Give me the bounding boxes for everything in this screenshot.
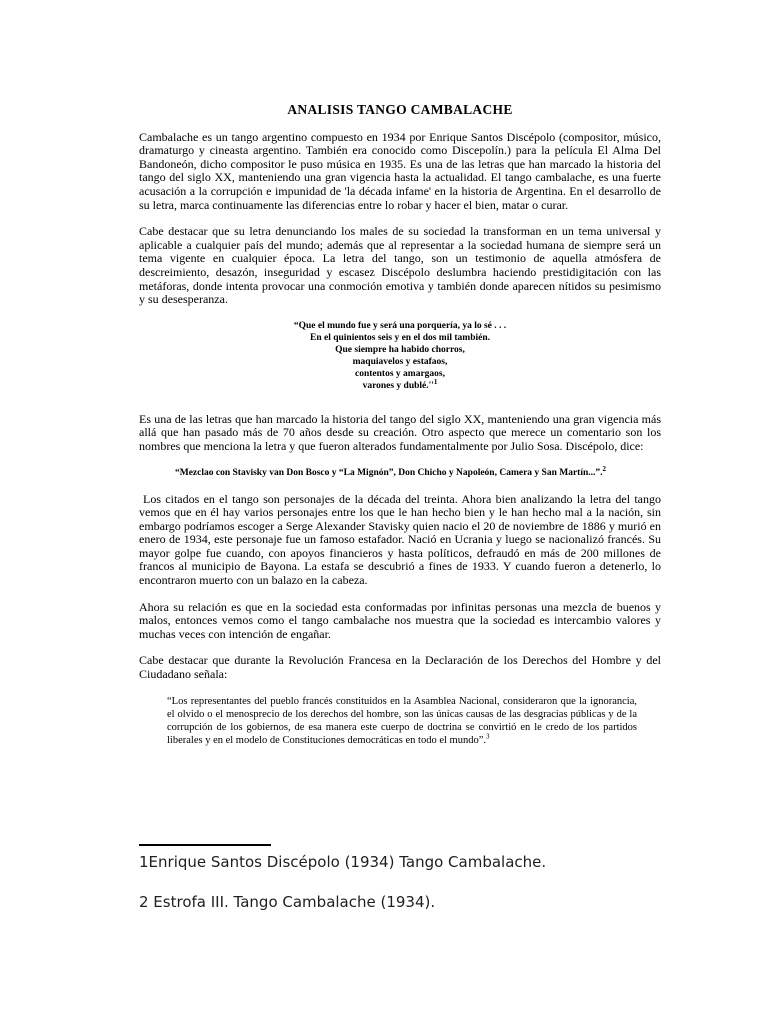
page-title: ANALISIS TANGO CAMBALACHE [287,102,513,117]
verse-line: En el quinientos seis y en el dos mil también. [310,332,490,343]
footnote-ref-3: 3 [486,732,490,741]
verse-line: maquiavelos y estafaos, [352,356,448,367]
paragraph-legacy: Es una de las letras que han marcado la historia del tango del siglo XX, manteniendo una gran vigencia más allá que han pasado más de 70 años desde su creación. Otro aspecto que merece un comentario son los nombres que menciona la letra y que fueron alterados fundamentalmente por Julio Sosa. Discépolo, dice: [139,411,661,453]
paragraph-universal-theme: Cabe destacar que su letra denunciando los males de su sociedad la transforman en un tema universal y aplicable a cualquier país del mundo; además que al representar a la sociedad humana de siempre será un tema vigente en cualquier época. La letra del tango, son un testimonio de aquella atmósfera de descreimiento, desazón, inseguridad y escasez Discépolo deslumbra haciendo prestidigitación con las metáforas, donde intenta provocar una conmoción emotiva y también donde aparecen nítidos su pesimismo y su desesperanza. [139,224,661,307]
paragraph-french-revolution: Cabe destacar que durante la Revolución Francesa en la Declaración de los Derechos del Hombre y del Ciudadano señala: [139,653,661,682]
footnote-ref-2: 2 [602,464,607,473]
declaration-quote: “Los representantes del pueblo francés constituidos en la Asamblea Nacional, consideraron que la ignorancia, el olvido o el menosprecio de los derechos del hombre, son las únicas causas de las desgracias públicas y de la corrupción de los gobiernos, de esa manera este cuerpo de doctrina se convirtió en le credo de los partidos liberales y en el modelo de Constituciones democráticas en todo el mundo”.$^3$ [167,695,637,746]
lyrics-quote: “Mezclao con Stavisky van Don Bosco y “La Mignón”, Don Chicho y Napoleón, Camera y San Martín...”.$^2$ [175,464,607,478]
footnotes-section [139,844,699,933]
verse-last-line: varones y dublé.''$^1$ [362,377,438,391]
footnote-divider [139,844,271,846]
verse-line: Que siempre ha habido chorros, [335,344,465,355]
document-body [139,103,661,760]
footnote-1: 1Enrique Santos Discépolo (1934) Tango Cambalache. [139,853,547,871]
paragraph-society: Ahora su relación es que en la sociedad esta conformadas por infinitas personas una mezcla de buenos y malos, entonces vemos como el tango cambalache nos muestra que la sociedad es intercambio valores y muchas veces con intención de engañar. [139,599,661,641]
verse-line: “Que el mundo fue y será una porquería, ya lo sé . . . [293,320,507,331]
verse-quote [139,320,661,392]
footnote-2: 2 Estrofa III. Tango Cambalache (1934). [139,893,436,911]
footnote-ref-1: 1 [433,377,438,386]
paragraph-stavisky: Los citados en el tango son personajes de la década del treinta. Ahora bien analizando la letra del tango vemos que en él hay varios personajes entre los que le han hecho bien y le han hecho mal a la nación, sin embargo podríamos escoger a Serge Alexander Stavisky quien nacio el 20 de noviembre de 1886 y murió en enero de 1934, este personaje fue un famoso estafador. Nació en Ucrania y luego se nacionalizó francés. Su mayor golpe fue cuando, con apoyos financieros y hasta políticos, defraudó en más de 200 millones de francos al municipio de Bayona. La estafa se descubrió a fines de 1933. Y cuando fueron a detenerlo, lo encontraron muerto con un balazo en la cabeza. [139,491,661,588]
verse-line: contentos y amargaos, [355,368,445,379]
paragraph-intro: Cambalache es un tango argentino compuesto en 1934 por Enrique Santos Discépolo (compositor, músico, dramaturgo y cineasta argentino. También era conocido como Discepolín.) para la película El Alma Del Bandoneón, dicho compositor le puso música en 1935. Es una de las letras que han marcado la historia del tango del siglo XX, manteniendo una gran vigencia hasta la actualidad. El tango cambalache, es una fuerte acusación a la corrupción e impunidad de 'la década infame' en la historia de Argentina. En el desarrollo de su letra, marca continuamente las diferencias entre lo robar y hacer el bien, matar o curar. [139,129,661,212]
